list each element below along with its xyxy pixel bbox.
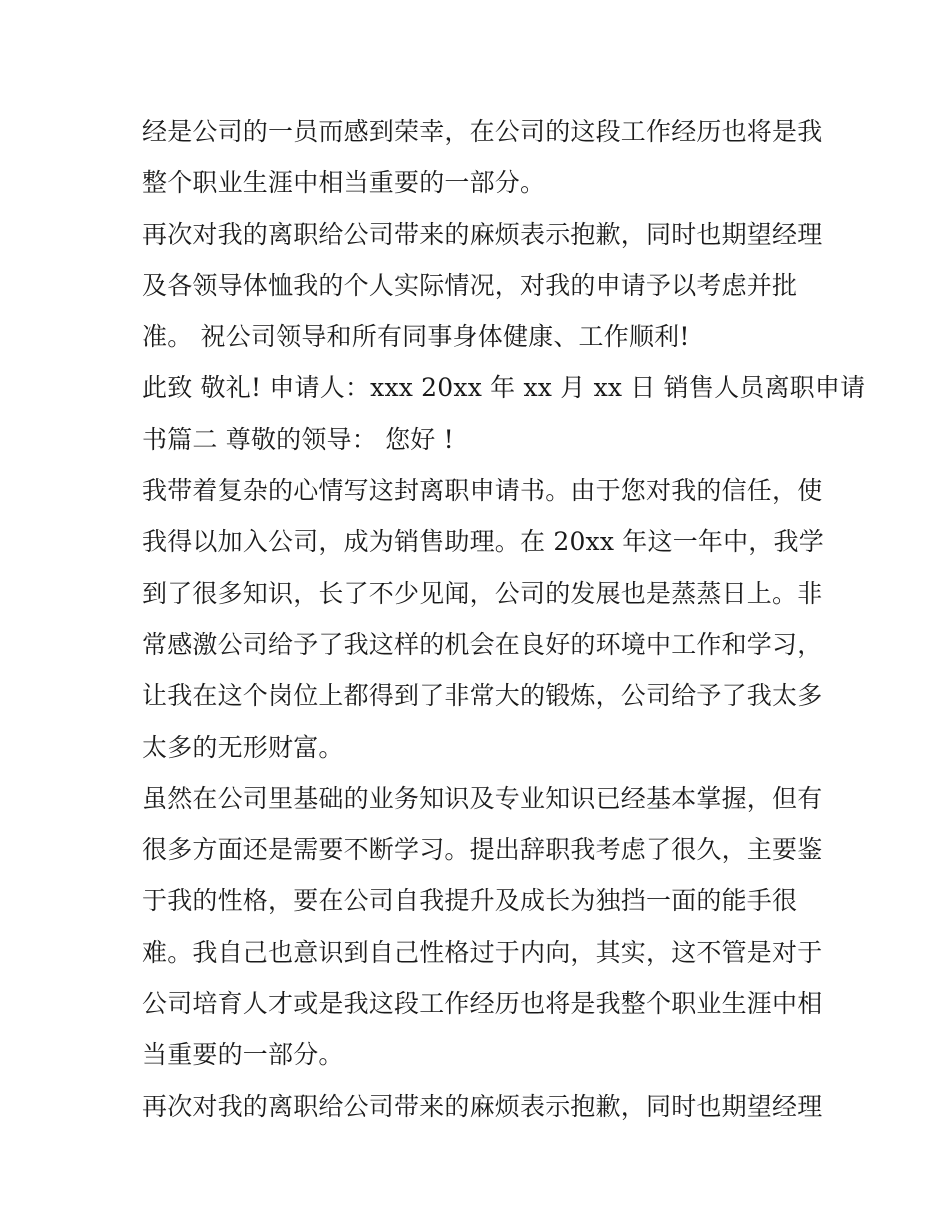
text-line: 很多方面还是需要不断学习。提出辞职我考虑了很久，主要鉴: [142, 835, 823, 865]
text-line: 整个职业生涯中相当重要的一部分。: [142, 168, 546, 198]
text-line: 常感激公司给予了我这样的机会在良好的环境中工作和学习，: [142, 629, 823, 659]
text-line: 当重要的一部分。: [142, 1040, 344, 1070]
text-line: 难。我自己也意识到自己性格过于内向，其实，这不管是对于: [142, 937, 823, 967]
text-line: 及各领导体恤我的个人实际情况，对我的申请予以考虑并批: [142, 270, 798, 300]
text-line: 我得以加入公司，成为销售助理。在 20xx 年这一年中，我学: [142, 527, 824, 557]
document-body: [142, 106, 866, 1132]
text-line: 再次对我的离职给公司带来的麻烦表示抱歉，同时也期望经理: [142, 1091, 823, 1121]
text-line: 此致 敬礼! 申请人：xxx 20xx 年 xx 月 xx 日 销售人员离职申请: [142, 373, 866, 403]
text-line: 太多的无形财富。: [142, 732, 344, 762]
text-line: 公司培育人才或是我这段工作经历也将是我整个职业生涯中相: [142, 989, 823, 1019]
text-line: 再次对我的离职给公司带来的麻烦表示抱歉，同时也期望经理: [142, 219, 823, 249]
text-line: 于我的性格，要在公司自我提升及成长为独挡一面的能手很: [142, 886, 798, 916]
text-line: 书篇二 尊敬的领导： 您好 !: [142, 424, 454, 454]
text-line: 到了很多知识，长了不少见闻，公司的发展也是蒸蒸日上。非: [142, 578, 823, 608]
text-line: 让我在这个岗位上都得到了非常大的锻炼，公司给予了我太多: [142, 681, 823, 711]
text-line: 准。 祝公司领导和所有同事身体健康、工作顺利!: [142, 322, 690, 352]
text-line: 经是公司的一员而感到荣幸，在公司的这段工作经历也将是我: [142, 117, 823, 146]
text-line: 我带着复杂的心情写这封离职申请书。由于您对我的信任，使: [142, 476, 823, 506]
text-line: 虽然在公司里基础的业务知识及专业知识已经基本掌握，但有: [142, 783, 823, 813]
